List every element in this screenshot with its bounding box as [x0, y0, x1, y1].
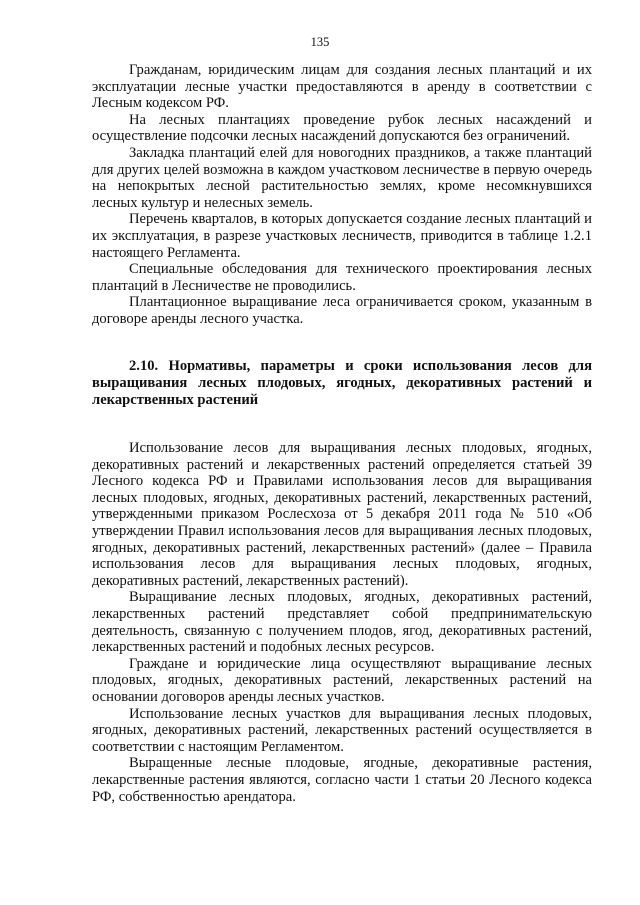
- paragraph: Закладка плантаций елей для новогодних праздников, а также плантаций для других целей возможна в каждом участковом лесничестве в первую очередь на непокрытых лесной растительностью землях, кроме несомкнувшихся лесных культур и нелесных земель.: [92, 144, 592, 211]
- paragraph: Плантационное выращивание леса ограничивается сроком, указанным в договоре аренды лесного участка.: [92, 294, 592, 327]
- paragraph: Выращивание лесных плодовых, ягодных, декоративных растений, лекарственных растений представляет собой предпринимательскую деятельность, связанную с получением плодов, ягод, декоративных растений, лекарственных растений и подобных лесных ресурсов.: [92, 589, 592, 656]
- paragraph: Использование лесов для выращивания лесных плодовых, ягодных, декоративных растений и лекарственных растений определяется статьей 39 Лесного кодекса РФ и Правилами использования лесов для выращивания лесных плодовых, ягодных, декоративных растений, лекарственных растений, утвержденными приказом Рослесхоза от 5 декабря 2011 года № 510 «Об утверждении Правил использования лесов для выращивания лесных плодовых, ягодных, декоративных растений, лекарственных растений» (далее – Правила использования лесов для выращивания лесных плодовых, ягодных, декоративных растений, лекарственных растений).: [92, 440, 592, 589]
- paragraph: Гражданам, юридическим лицам для создания лесных плантаций и их эксплуатации лесные участки предоставляются в аренду в соответствии с Лесным кодексом РФ.: [92, 62, 592, 112]
- paragraph: Специальные обследования для технического проектирования лесных плантаций в Лесничестве не проводились.: [92, 261, 592, 294]
- document-body: [92, 62, 592, 805]
- paragraph: Выращенные лесные плодовые, ягодные, декоративные растения, лекарственные растения являются, согласно части 1 статьи 20 Лесного кодекса РФ, собственностью арендатора.: [92, 755, 592, 805]
- section-heading: 2.10. Нормативы, параметры и сроки использования лесов для выращивания лесных плодовых, ягодных, декоративных растений и лекарственных растений: [92, 357, 592, 408]
- paragraph: Использование лесных участков для выращивания лесных плодовых, ягодных, декоративных растений, лекарственных растений осуществляется в соответствии с настоящим Регламентом.: [92, 705, 592, 755]
- paragraph: На лесных плантациях проведение рубок лесных насаждений и осуществление подсочки лесных насаждений допускаются без ограничений.: [92, 111, 592, 145]
- paragraph: Граждане и юридические лица осуществляют выращивание лесных плодовых, ягодных, декоративных растений, лекарственных растений на основании договоров аренды лесных участков.: [92, 655, 592, 706]
- paragraph: Перечень кварталов, в которых допускается создание лесных плантаций и их эксплуатация, в разрезе участковых лесничеств, приводится в таблице 1.2.1 настоящего Регламента.: [92, 211, 592, 261]
- page-number: 135: [310, 35, 330, 49]
